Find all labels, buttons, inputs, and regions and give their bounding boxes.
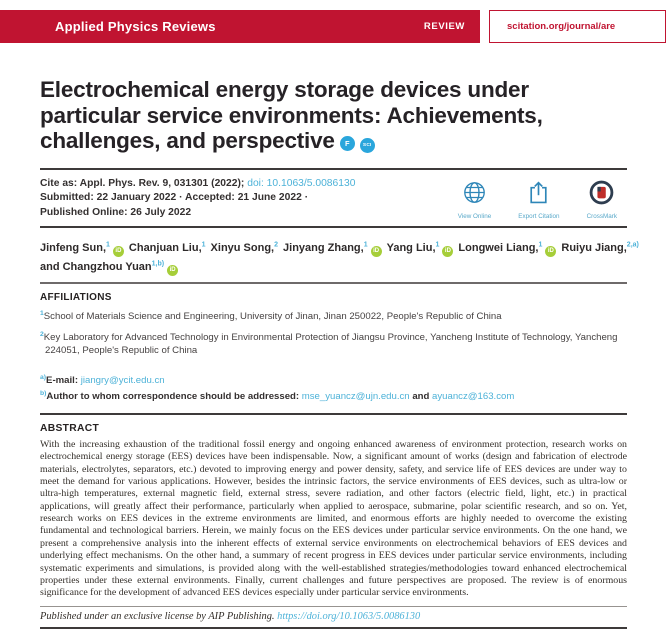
author: and Changzhou Yuan$^{1,b)}$iD bbox=[40, 261, 178, 273]
volume-number: 9 bbox=[162, 177, 169, 189]
cite-as-line: Cite as: Appl. Phys. Rev. 9, 031301 (2022); doi: 10.1063/5.0086130 bbox=[40, 177, 356, 189]
journal-banner bbox=[0, 10, 666, 43]
authors-line-2 bbox=[40, 257, 627, 277]
banner-red-bar bbox=[0, 10, 480, 43]
title-line-2: particular service environments: Achievements, bbox=[40, 102, 543, 128]
citation-block bbox=[40, 177, 355, 221]
view-online-button[interactable]: View Online bbox=[458, 180, 492, 221]
orcid-icon[interactable]: iD bbox=[545, 246, 556, 257]
correspondence-note-b: $^{b)}$Author to whom correspondence should be addressed: mse_yuancz@ujn.edu.cn and ayuancz@163.com bbox=[40, 390, 515, 403]
citation-row bbox=[40, 170, 627, 227]
title-line-3: challenges, and perspective F SCI bbox=[40, 128, 627, 154]
abstract-text: With the increasing exhaustion of the traditional fossil energy and ongoing enhanced awareness of environment protection, research works on electrochemical energy storage (EES) devices have been indispensable. Now, a significant amount of works (design and fabrication of electrode materials, electrolytes, separators, etc.) devoted to improving energy and power density, safety, and service life of EES devices are under way to meet the demand for various applications. However, besides the intrinsic factors, the service environments of EES devices, such as ultra-low or ultra-high temperatures, external magnetic field, external stress, severe radiation, and other factors (electric field, light, etc.) in practical applications, will greatly affect their performance, particularly when applied to aerospace, submarine, polar scientific research, and so on. Yet, research works on EES devices in the extreme environments are limited, and enormous efforts are highly needed to overcome the existing fundamental and technological barriers. Herein, we mainly focus on the EES devices under particular service environments. On the one hand, we present a comprehensive analysis into the inherent effects of external service environments on electrochemical behaviors of EES devices and underlying effect mechanisms. On the other hand, a summary of recent progress in EES devices under particular service environments, including systematic experiments and simulations, is provided along with the well-established strategies/methodologies toward enhanced electrochemical properties under these external environments. Finally, current challenges and future perspectives are proposed. The review is of enormous significance for the development of advanced EES devices especially under particular service environments. bbox=[40, 439, 627, 599]
doi-link[interactable]: doi: 10.1063/5.0086130 bbox=[247, 177, 356, 189]
email-link[interactable]: jiangry@ycit.edu.cn bbox=[80, 374, 165, 386]
doi-url-link[interactable]: https://doi.org/10.1063/5.0086130 bbox=[277, 610, 421, 622]
author: Ruiyu Jiang,$^{2,a)}$ bbox=[561, 241, 639, 254]
page-title bbox=[40, 77, 627, 154]
crossmark-icon bbox=[589, 180, 614, 210]
author-list bbox=[40, 228, 639, 276]
author: Jinyang Zhang,$^1$iD bbox=[283, 242, 382, 254]
scilight-badge-icon[interactable]: SCI bbox=[360, 138, 375, 153]
journal-name: Applied Physics Reviews bbox=[55, 19, 216, 34]
orcid-icon[interactable]: iD bbox=[442, 246, 453, 257]
affiliation-item: $^1$School of Materials Science and Engineering, University of Jinan, Jinan 250022, People's Republic of China bbox=[40, 310, 502, 323]
globe-icon bbox=[462, 180, 487, 210]
authors-line-1 bbox=[40, 237, 639, 257]
journal-url-box bbox=[489, 10, 666, 43]
crossmark-button[interactable]: CrossMark bbox=[587, 180, 617, 221]
article-header bbox=[40, 43, 639, 629]
article-actions bbox=[458, 177, 627, 221]
featured-badge-icon[interactable]: F bbox=[340, 136, 355, 151]
email-link[interactable]: ayuancz@163.com bbox=[432, 391, 515, 403]
email-note-a: $^{a)}$E-mail: jiangry@ycit.edu.cn bbox=[40, 373, 165, 386]
orcid-icon[interactable]: iD bbox=[113, 246, 124, 257]
published-line: Published Online: 26 July 2022 bbox=[40, 206, 192, 218]
orcid-icon[interactable]: iD bbox=[371, 246, 382, 257]
orcid-icon[interactable]: iD bbox=[167, 265, 178, 276]
export-citation-icon bbox=[526, 180, 551, 210]
affiliations-heading: AFFILIATIONS bbox=[40, 292, 112, 304]
journal-url: scitation.org/journal/are bbox=[507, 21, 616, 32]
author: Xinyu Song,$^2$ bbox=[210, 241, 279, 254]
author: Yang Liu,$^1$iD bbox=[387, 242, 454, 254]
divider bbox=[40, 413, 627, 415]
submitted-accepted-line: Submitted: 22 January 2022 · Accepted: 21 June 2022 · bbox=[40, 192, 309, 203]
article-type-label: REVIEW bbox=[423, 21, 465, 32]
divider bbox=[40, 627, 627, 629]
email-link[interactable]: mse_yuancz@ujn.edu.cn bbox=[301, 391, 410, 403]
abstract-heading: ABSTRACT bbox=[40, 423, 100, 435]
author-notes bbox=[40, 371, 627, 404]
author: Jinfeng Sun,$^1$iD bbox=[40, 242, 124, 254]
author: Longwei Liang,$^1$iD bbox=[458, 242, 556, 254]
export-citation-button[interactable]: Export Citation bbox=[518, 180, 559, 221]
affiliation-item: $^2$Key Laboratory for Advanced Technology in Environmental Protection of Jiangsu Province, Yancheng Institute of Technology, Yancheng 224051, People's Republic of China bbox=[40, 330, 618, 356]
license-footer: Published under an exclusive license by AIP Publishing. https://doi.org/10.1063/5.0086130 bbox=[40, 610, 421, 622]
divider bbox=[40, 282, 627, 284]
title-line-1: Electrochemical energy storage devices under bbox=[40, 77, 529, 102]
author: Chanjuan Liu,$^1$ bbox=[128, 241, 206, 254]
